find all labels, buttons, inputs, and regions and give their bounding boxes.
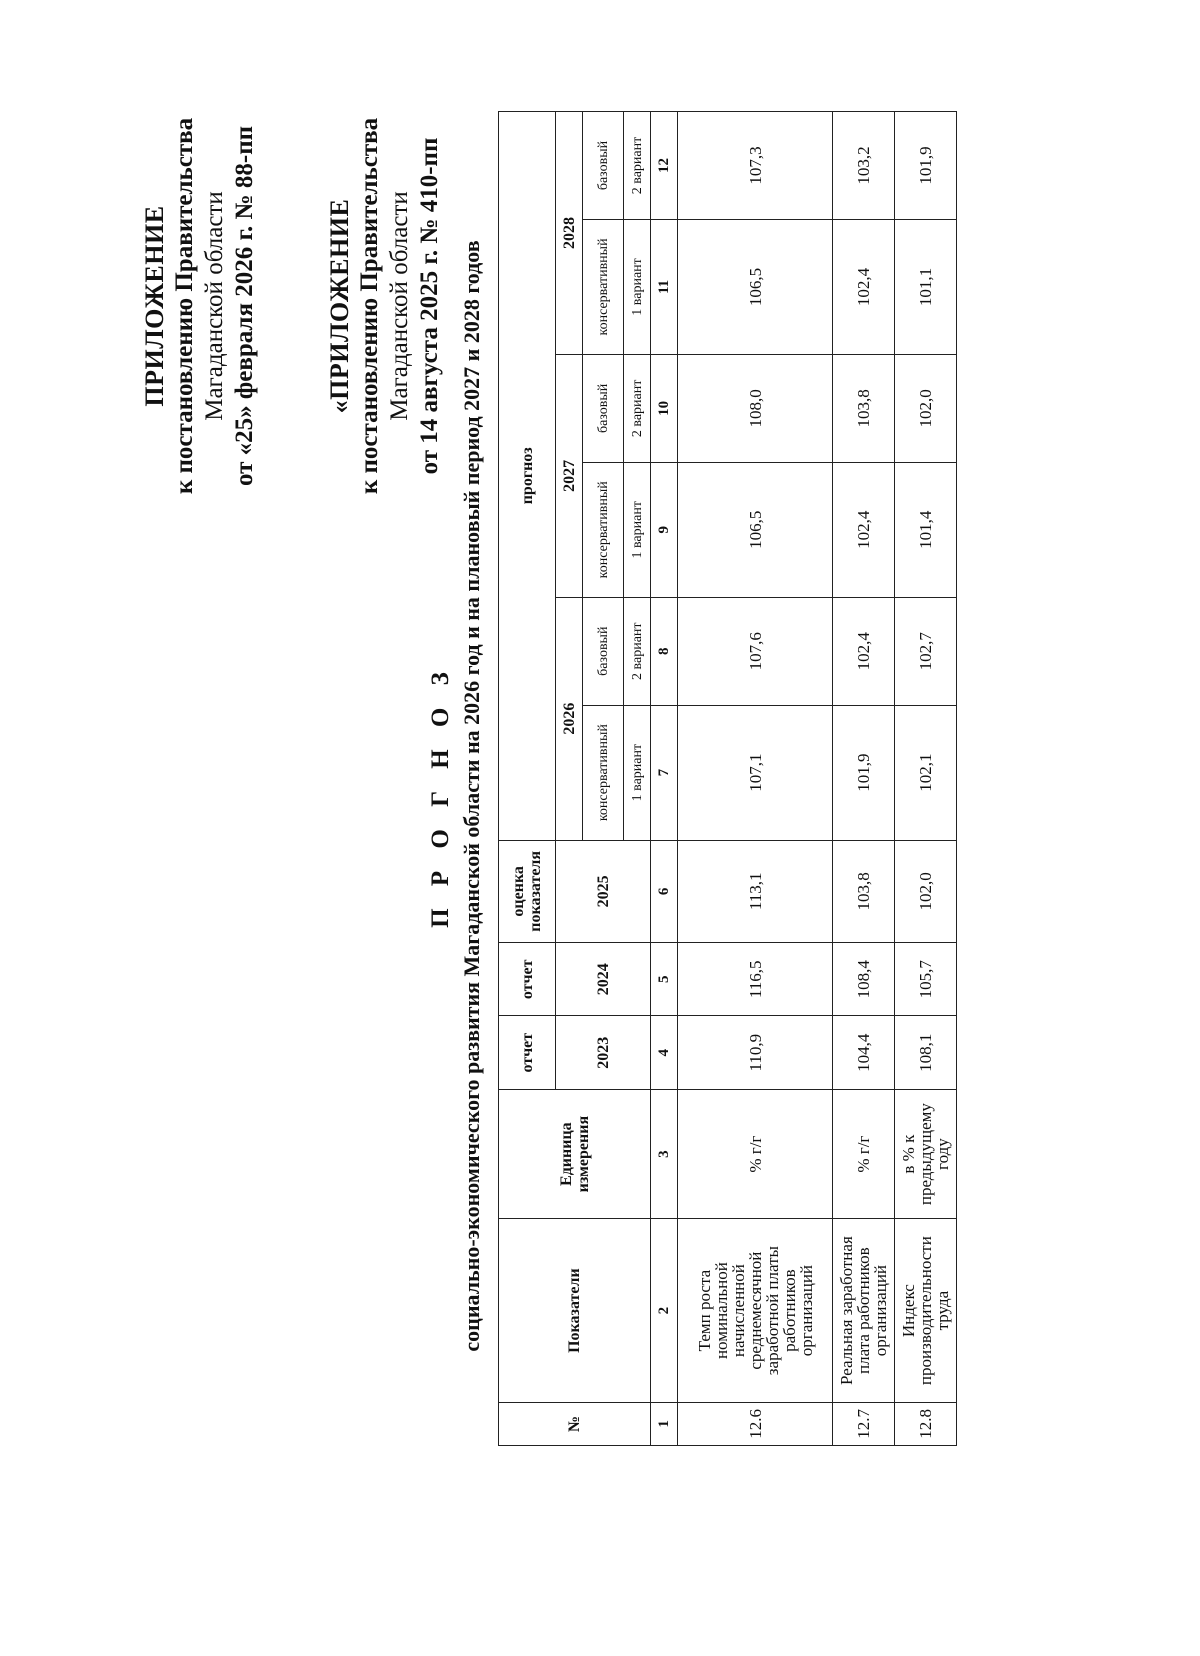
- title-block: [425, 106, 487, 1486]
- document-title: П Р О Г Н О З: [427, 664, 454, 928]
- value-cell: 101,4: [895, 462, 957, 597]
- header-var1-2027: 1 вариант: [624, 462, 651, 597]
- row-unit: % г/г: [678, 1089, 833, 1219]
- value-cell: 102,4: [833, 220, 895, 355]
- header-var2-2027: 2 вариант: [624, 354, 651, 462]
- value-cell: 102,0: [895, 354, 957, 462]
- row-indicator-name: Реальная заработная плата работников организаций: [833, 1219, 895, 1402]
- column-number: 6: [651, 840, 678, 943]
- forecast-table-wrap: [498, 111, 957, 1446]
- value-cell: 105,7: [895, 943, 957, 1016]
- row-indicator-name: Индекс производительности труда: [895, 1219, 957, 1402]
- header-base-2027: базовый: [583, 354, 624, 462]
- column-number: 7: [651, 705, 678, 840]
- value-cell: 102,4: [833, 597, 895, 705]
- value-cell: 102,1: [895, 705, 957, 840]
- value-cell: 103,8: [833, 354, 895, 462]
- header-report-2023: отчет: [499, 1016, 556, 1089]
- appendix-line: к постановлению Правительства: [356, 117, 383, 495]
- appendix-date: от 14 августа 2025 г. № 410-пп: [416, 137, 443, 475]
- value-cell: 104,4: [833, 1016, 895, 1089]
- column-number: 10: [651, 354, 678, 462]
- header-forecast: прогноз: [499, 112, 556, 841]
- value-cell: 101,1: [895, 220, 957, 355]
- table-row: [895, 112, 957, 1446]
- value-cell: 101,9: [895, 112, 957, 220]
- document-subtitle: социально-экономического развития Магаданской области на 2026 год и на плановый период 2027 и 2028 годов: [459, 240, 484, 1352]
- header-var2-2028: 2 вариант: [624, 112, 651, 220]
- row-number: 12.6: [678, 1402, 833, 1445]
- value-cell: 106,5: [678, 462, 833, 597]
- header-no: №: [499, 1402, 651, 1445]
- value-cell: 113,1: [678, 840, 833, 943]
- header-unit: Единица измерения: [499, 1089, 651, 1219]
- column-number: 4: [651, 1016, 678, 1089]
- value-cell: 108,1: [895, 1016, 957, 1089]
- header-row-1: [499, 112, 556, 1446]
- row-unit: в % к предыдущему году: [895, 1089, 957, 1219]
- appendix-heading: «ПРИЛОЖЕНИЕ: [325, 198, 354, 414]
- header-cons-2026: консервативный: [583, 705, 624, 840]
- column-number: 11: [651, 220, 678, 355]
- header-var1-2028: 1 вариант: [624, 220, 651, 355]
- appendix-line: Магаданской области: [386, 191, 413, 421]
- header-year-2026: 2026: [556, 597, 583, 840]
- header-year-2028: 2028: [556, 112, 583, 355]
- row-indicator-name: Темп роста номинальной начисленной среднемесячной заработной платы работников организаций: [678, 1219, 833, 1402]
- header-report-2024: отчет: [499, 943, 556, 1016]
- appendix-heading: ПРИЛОЖЕНИЕ: [140, 205, 169, 407]
- value-cell: 116,5: [678, 943, 833, 1016]
- appendix-line: к постановлению Правительства: [171, 117, 198, 495]
- value-cell: 108,0: [678, 354, 833, 462]
- column-number: 1: [651, 1402, 678, 1445]
- header-base-2026: базовый: [583, 597, 624, 705]
- column-number: 5: [651, 943, 678, 1016]
- column-number-row: [651, 112, 678, 1446]
- header-cons-2028: консервативный: [583, 220, 624, 355]
- value-cell: 102,4: [833, 462, 895, 597]
- row-unit: % г/г: [833, 1089, 895, 1219]
- header-year-2027: 2027: [556, 354, 583, 597]
- value-cell: 106,5: [678, 220, 833, 355]
- value-cell: 103,8: [833, 840, 895, 943]
- header-year-2025: 2025: [556, 840, 651, 943]
- value-cell: 103,2: [833, 112, 895, 220]
- header-base-2028: базовый: [583, 112, 624, 220]
- value-cell: 101,9: [833, 705, 895, 840]
- column-number: 3: [651, 1089, 678, 1219]
- forecast-table: [498, 111, 957, 1446]
- column-number: 9: [651, 462, 678, 597]
- value-cell: 102,7: [895, 597, 957, 705]
- table-row: [678, 112, 833, 1446]
- appendix-line: Магаданской области: [201, 191, 228, 421]
- value-cell: 102,0: [895, 840, 957, 943]
- value-cell: 107,1: [678, 705, 833, 840]
- header-year-2024: 2024: [556, 943, 651, 1016]
- column-number: 2: [651, 1219, 678, 1402]
- header-estimate: оценка показателя: [499, 840, 556, 943]
- value-cell: 107,3: [678, 112, 833, 220]
- header-cons-2027: консервативный: [583, 462, 624, 597]
- row-number: 12.8: [895, 1402, 957, 1445]
- value-cell: 110,9: [678, 1016, 833, 1089]
- header-year-2023: 2023: [556, 1016, 651, 1089]
- appendix-current: [140, 46, 260, 566]
- header-var2-2026: 2 вариант: [624, 597, 651, 705]
- value-cell: 108,4: [833, 943, 895, 1016]
- table-row: [833, 112, 895, 1446]
- header-var1-2026: 1 вариант: [624, 705, 651, 840]
- header-indicator: Показатели: [499, 1219, 651, 1402]
- row-number: 12.7: [833, 1402, 895, 1445]
- value-cell: 107,6: [678, 597, 833, 705]
- appendix-date: от «25» февраля 2026 г. № 88-пп: [231, 125, 258, 487]
- column-number: 12: [651, 112, 678, 220]
- column-number: 8: [651, 597, 678, 705]
